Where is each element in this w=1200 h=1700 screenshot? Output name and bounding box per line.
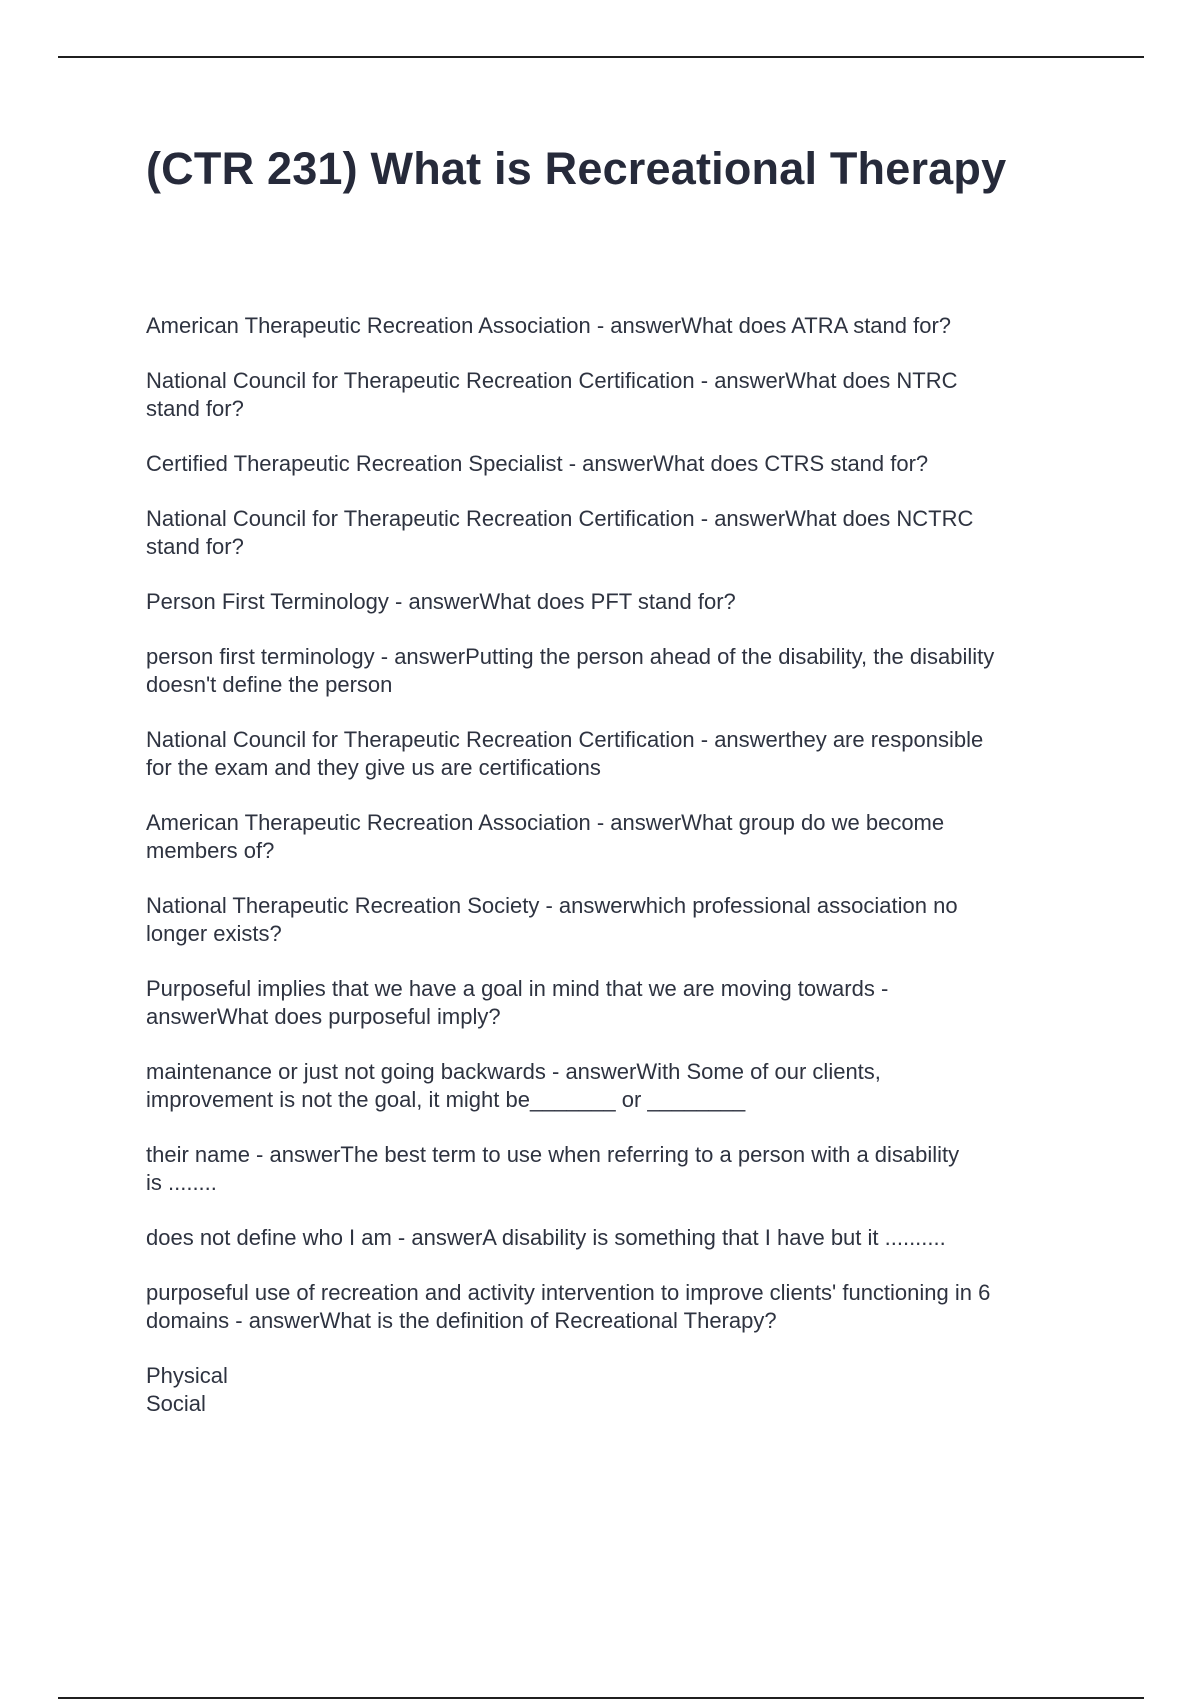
flashcard-entry <box>146 312 1086 340</box>
entry-line: National Council for Therapeutic Recreation Certification - answerthey are responsible <box>146 727 984 752</box>
entry-line: domains - answerWhat is the definition of Recreational Therapy? <box>146 1308 777 1333</box>
flashcard-entry <box>146 1141 1086 1197</box>
bottom-divider <box>58 1697 1144 1699</box>
entry-line: Certified Therapeutic Recreation Specialist - answerWhat does CTRS stand for? <box>146 451 929 476</box>
flashcard-list <box>146 312 1086 1445</box>
entry-line: improvement is not the goal, it might be_______ or ________ <box>146 1087 746 1112</box>
entry-line: longer exists? <box>146 921 282 946</box>
flashcard-entry <box>146 1058 1086 1114</box>
entry-line: Purposeful implies that we have a goal in mind that we are moving towards - <box>146 976 889 1001</box>
entry-line: for the exam and they give us are certifications <box>146 755 601 780</box>
flashcard-entry <box>146 1279 1086 1335</box>
flashcard-entry <box>146 367 1086 423</box>
entry-line: does not define who I am - answerA disability is something that I have but it .......... <box>146 1225 946 1250</box>
entry-line: Person First Terminology - answerWhat does PFT stand for? <box>146 589 736 614</box>
entry-line: person first terminology - answerPutting the person ahead of the disability, the disability <box>146 644 995 669</box>
entry-line: National Council for Therapeutic Recreation Certification - answerWhat does NCTRC <box>146 506 974 531</box>
entry-line: doesn't define the person <box>146 672 393 697</box>
entry-line: members of? <box>146 838 275 863</box>
flashcard-entry <box>146 450 1086 478</box>
flashcard-entry <box>146 588 1086 616</box>
entry-line: answerWhat does purposeful imply? <box>146 1004 501 1029</box>
entry-line: their name - answerThe best term to use when referring to a person with a disability <box>146 1142 960 1167</box>
entry-line: is ........ <box>146 1170 217 1195</box>
entry-line: American Therapeutic Recreation Association - answerWhat group do we become <box>146 810 945 835</box>
top-divider <box>58 56 1144 58</box>
flashcard-entry <box>146 975 1086 1031</box>
entry-line: stand for? <box>146 534 244 559</box>
entry-line: National Council for Therapeutic Recreation Certification - answerWhat does NTRC <box>146 368 958 393</box>
document-title: (CTR 231) What is Recreational Therapy <box>146 143 1007 194</box>
entry-line: National Therapeutic Recreation Society - answerwhich professional association no <box>146 893 958 918</box>
flashcard-entry <box>146 1362 1086 1418</box>
entry-line: Physical <box>146 1363 228 1388</box>
entry-line: maintenance or just not going backwards - answerWith Some of our clients, <box>146 1059 881 1084</box>
entry-line: purposeful use of recreation and activity intervention to improve clients' functioning in 6 <box>146 1280 991 1305</box>
flashcard-entry <box>146 643 1086 699</box>
flashcard-entry <box>146 809 1086 865</box>
flashcard-entry <box>146 1224 1086 1252</box>
entry-line: American Therapeutic Recreation Association - answerWhat does ATRA stand for? <box>146 313 952 338</box>
entry-line: stand for? <box>146 396 244 421</box>
flashcard-entry <box>146 505 1086 561</box>
entry-line: Social <box>146 1391 206 1416</box>
flashcard-entry <box>146 892 1086 948</box>
flashcard-entry <box>146 726 1086 782</box>
